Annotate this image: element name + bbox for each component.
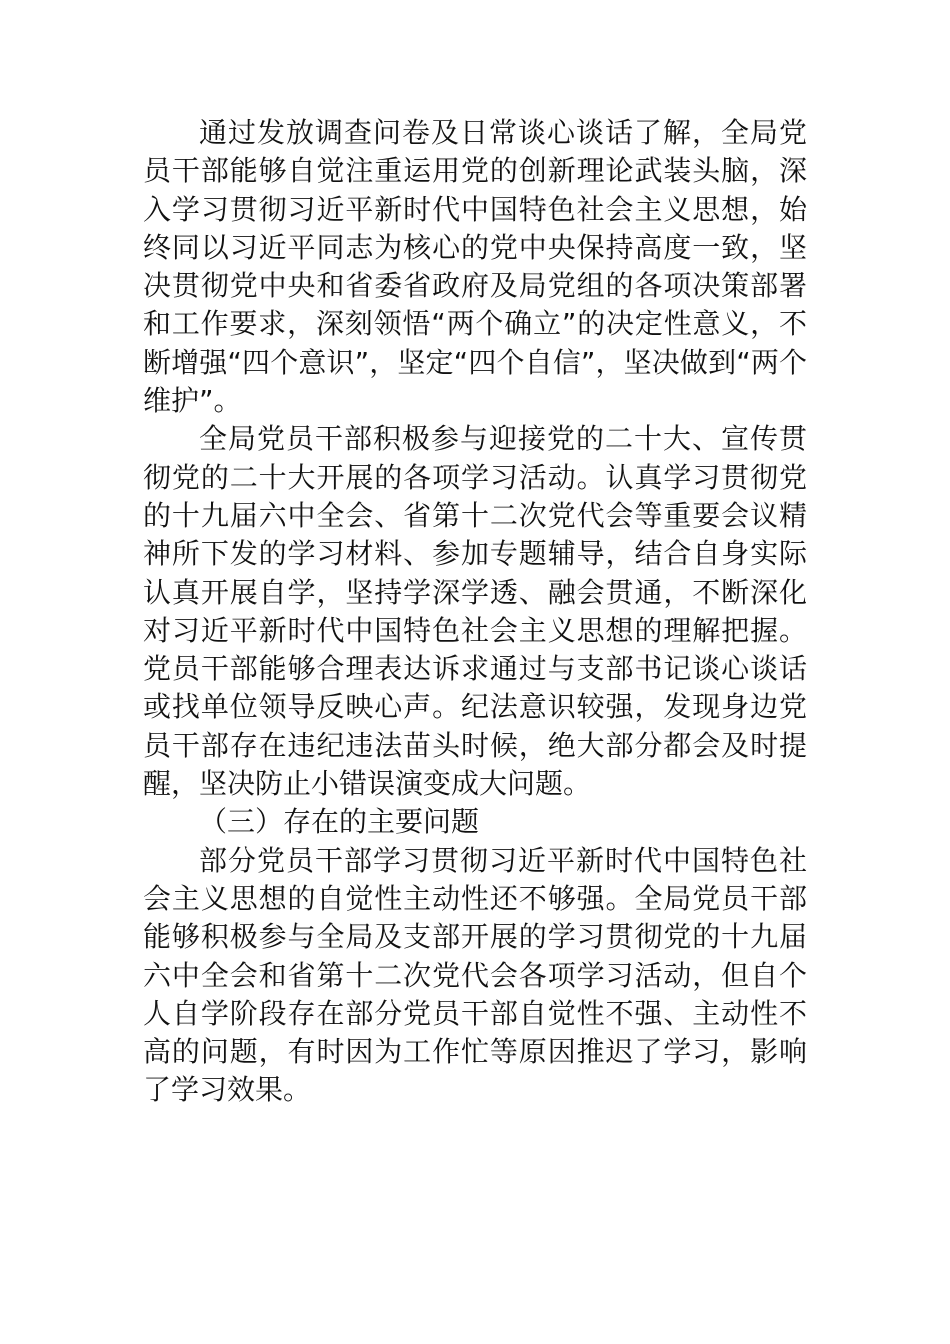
section-heading-main-problems: （三）存在的主要问题 [199,805,480,839]
document-body [143,114,807,1110]
paragraph-main-problems: 部分党员干部学习贯彻习近平新时代中国特色社会主义思想的自觉性主动性还不够强。全局党员干部能够积极参与全局及支部开展的学习贯彻党的十九届六中全会和省第十二次党代会各项学习活动，但自个人自学阶段存在部分党员干部自觉性不强、主动性不高的问题，有时因为工作忙等原因推迟了学习，影响了学习效果。 [143,843,807,1107]
paragraph-study-activities: 全局党员干部积极参与迎接党的二十大、宣传贯彻党的二十大开展的各项学习活动。认真学习贯彻党的十九届六中全会、省第十二次党代会等重要会议精神所下发的学习材料、参加专题辅导，结合自身实际认真开展自学，坚持学深学透、融会贯通，不断深化对习近平新时代中国特色社会主义思想的理解把握。党员干部能够合理表达诉求通过与支部书记谈心谈话或找单位领导反映心声。纪法意识较强，发现身边党员干部存在违纪违法苗头时候，绝大部分都会及时提醒，坚决防止小错误演变成大问题。 [143,422,807,801]
paragraph-survey-findings: 通过发放调查问卷及日常谈心谈话了解，全局党员干部能够自觉注重运用党的创新理论武装头脑，深入学习贯彻习近平新时代中国特色社会主义思想，始终同以习近平同志为核心的党中央保持高度一致，坚决贯彻党中央和省委省政府及局党组的各项决策部署和工作要求，深刻领悟“两个确立”的决定性意义，不断增强“四个意识”，坚定“四个自信”，坚决做到“两个维护”。 [143,116,807,418]
